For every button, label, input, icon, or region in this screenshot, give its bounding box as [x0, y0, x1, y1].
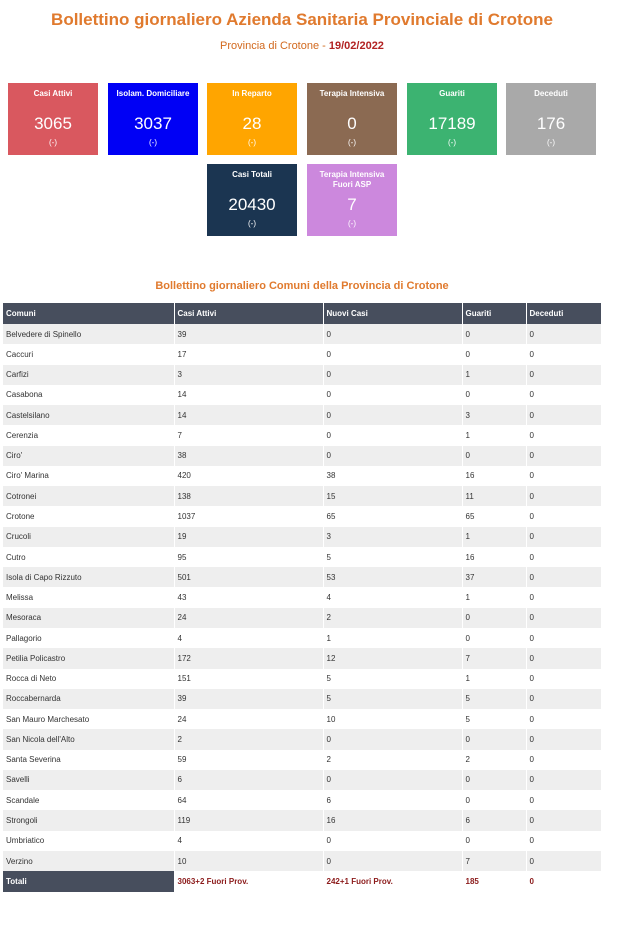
table-row — [3, 486, 601, 506]
cell-casi-attivi: 172 — [174, 648, 323, 668]
cell-comune: Roccabernarda — [3, 689, 174, 709]
comuni-section-title: Bollettino giornaliero Comuni della Provincia di Crotone — [155, 280, 449, 292]
cell-casi-attivi: 24 — [174, 709, 323, 729]
card-label: Terapia Intensiva — [319, 89, 385, 98]
cell-deceduti: 0 — [526, 831, 601, 851]
cell-guariti: 0 — [462, 324, 526, 344]
bulletin-date: 19/02/2022 — [328, 40, 384, 52]
cell-casi-attivi: 4 — [174, 628, 323, 648]
cell-comune: Cotronei — [3, 486, 174, 506]
table-row — [3, 770, 601, 790]
card-deceduti — [506, 83, 596, 155]
cell-comune: Scandale — [3, 790, 174, 810]
cell-casi-attivi: 24 — [174, 608, 323, 628]
column-header-casi-attivi: Casi Attivi — [174, 303, 323, 324]
card-value: 7 — [347, 195, 357, 214]
cell-comune: Savelli — [3, 770, 174, 790]
cell-deceduti: 0 — [526, 669, 601, 689]
card-casi-attivi — [8, 83, 98, 155]
cell-guariti: 7 — [462, 648, 526, 668]
card-change: (-) — [49, 138, 57, 147]
card-change: (-) — [547, 138, 555, 147]
comuni-table — [3, 303, 601, 892]
cell-nuovi-casi: 10 — [323, 709, 462, 729]
cell-guariti: 0 — [462, 344, 526, 364]
cell-casi-attivi: 38 — [174, 446, 323, 466]
card-label: In Reparto — [232, 89, 272, 98]
cell-nuovi-casi: 5 — [323, 689, 462, 709]
cell-nuovi-casi: 38 — [323, 466, 462, 486]
page-title: Bollettino giornaliero Azienda Sanitaria Provinciale di Crotone — [51, 10, 553, 29]
cell-deceduti: 0 — [526, 567, 601, 587]
cell-comune: Umbriatico — [3, 831, 174, 851]
table-row — [3, 750, 601, 770]
cell-guariti: 1 — [462, 527, 526, 547]
table-row — [3, 831, 601, 851]
cell-guariti: 6 — [462, 810, 526, 830]
table-row — [3, 709, 601, 729]
cell-deceduti: 0 — [526, 425, 601, 445]
cell-nuovi-casi: 0 — [323, 405, 462, 425]
cell-nuovi-casi: 16 — [323, 810, 462, 830]
cell-comune: Strongoli — [3, 810, 174, 830]
table-row — [3, 527, 601, 547]
cell-casi-attivi: 501 — [174, 567, 323, 587]
cell-nuovi-casi: 0 — [323, 851, 462, 871]
cell-deceduti: 0 — [526, 689, 601, 709]
card-label: Casi Attivi — [33, 89, 73, 98]
cell-comune: Belvedere di Spinello — [3, 324, 174, 344]
cell-guariti: 1 — [462, 587, 526, 607]
cell-casi-attivi: 64 — [174, 790, 323, 810]
table-header-row — [3, 303, 601, 324]
cell-comune: Cutro — [3, 547, 174, 567]
table-row — [3, 506, 601, 526]
cell-casi-attivi: 3 — [174, 365, 323, 385]
card-change: (-) — [149, 138, 157, 147]
cell-casi-attivi: 4 — [174, 831, 323, 851]
cell-comune: Crucoli — [3, 527, 174, 547]
table-row — [3, 446, 601, 466]
cell-casi-attivi: 1037 — [174, 506, 323, 526]
totals-label: Totali — [3, 871, 174, 892]
card-label: Isolam. Domiciliare — [116, 89, 190, 98]
cell-guariti: 0 — [462, 608, 526, 628]
cell-comune: Cerenzia — [3, 425, 174, 445]
cell-nuovi-casi: 2 — [323, 608, 462, 628]
cell-deceduti: 0 — [526, 527, 601, 547]
cell-deceduti: 0 — [526, 344, 601, 364]
cell-deceduti: 0 — [526, 385, 601, 405]
cell-deceduti: 0 — [526, 810, 601, 830]
cell-nuovi-casi: 0 — [323, 446, 462, 466]
column-header-deceduti: Deceduti — [526, 303, 601, 324]
cell-deceduti: 0 — [526, 608, 601, 628]
cell-nuovi-casi: 65 — [323, 506, 462, 526]
cell-comune: Rocca di Neto — [3, 669, 174, 689]
cell-casi-attivi: 138 — [174, 486, 323, 506]
cell-comune: Carfizi — [3, 365, 174, 385]
cell-nuovi-casi: 53 — [323, 567, 462, 587]
cell-comune: Verzino — [3, 851, 174, 871]
card-value: 3065 — [34, 114, 72, 133]
cell-nuovi-casi: 0 — [323, 344, 462, 364]
cell-guariti: 0 — [462, 831, 526, 851]
cell-guariti: 2 — [462, 750, 526, 770]
cell-guariti: 5 — [462, 709, 526, 729]
table-row — [3, 790, 601, 810]
cell-casi-attivi: 420 — [174, 466, 323, 486]
table-row — [3, 405, 601, 425]
card-label: Deceduti — [534, 89, 568, 98]
cell-deceduti: 0 — [526, 365, 601, 385]
totals-casi-attivi: 3063+2 Fuori Prov. — [174, 871, 323, 892]
cell-guariti: 5 — [462, 689, 526, 709]
table-row — [3, 608, 601, 628]
table-row — [3, 324, 601, 344]
card-change: (-) — [348, 219, 356, 228]
card-label: Terapia Intensiva Fuori ASP — [319, 170, 385, 189]
card-guariti — [407, 83, 497, 155]
cell-nuovi-casi: 0 — [323, 324, 462, 344]
cell-guariti: 1 — [462, 365, 526, 385]
cell-deceduti: 0 — [526, 587, 601, 607]
cell-casi-attivi: 151 — [174, 669, 323, 689]
card-label: Casi Totali — [232, 170, 272, 179]
cell-nuovi-casi: 5 — [323, 547, 462, 567]
cell-guariti: 0 — [462, 628, 526, 648]
cell-guariti: 11 — [462, 486, 526, 506]
cell-comune: Caccuri — [3, 344, 174, 364]
cell-deceduti: 0 — [526, 851, 601, 871]
cell-casi-attivi: 2 — [174, 729, 323, 749]
cell-guariti: 7 — [462, 851, 526, 871]
cell-guariti: 0 — [462, 790, 526, 810]
cell-deceduti: 0 — [526, 506, 601, 526]
cell-deceduti: 0 — [526, 770, 601, 790]
cell-comune: Crotone — [3, 506, 174, 526]
table-row — [3, 344, 601, 364]
cell-deceduti: 0 — [526, 547, 601, 567]
cell-nuovi-casi: 1 — [323, 628, 462, 648]
cell-comune: Santa Severina — [3, 750, 174, 770]
table-row — [3, 385, 601, 405]
cell-guariti: 16 — [462, 466, 526, 486]
cell-casi-attivi: 39 — [174, 324, 323, 344]
cell-comune: Pallagorio — [3, 628, 174, 648]
cell-comune: Isola di Capo Rizzuto — [3, 567, 174, 587]
cell-casi-attivi: 14 — [174, 385, 323, 405]
card-value: 20430 — [228, 195, 276, 214]
cell-comune: Mesoraca — [3, 608, 174, 628]
table-row — [3, 689, 601, 709]
cell-deceduti: 0 — [526, 709, 601, 729]
cell-deceduti: 0 — [526, 750, 601, 770]
column-header-comuni: Comuni — [3, 303, 174, 324]
cell-casi-attivi: 19 — [174, 527, 323, 547]
cell-guariti: 37 — [462, 567, 526, 587]
cell-guariti: 16 — [462, 547, 526, 567]
column-header-guariti: Guariti — [462, 303, 526, 324]
table-row — [3, 628, 601, 648]
card-value: 0 — [347, 114, 357, 133]
cell-comune: Petilia Policastro — [3, 648, 174, 668]
cell-nuovi-casi: 4 — [323, 587, 462, 607]
cell-nuovi-casi: 0 — [323, 770, 462, 790]
cell-comune: Casabona — [3, 385, 174, 405]
province-date-line — [0, 40, 604, 52]
cell-deceduti: 0 — [526, 446, 601, 466]
cell-nuovi-casi: 15 — [323, 486, 462, 506]
cell-nuovi-casi: 0 — [323, 365, 462, 385]
totals-nuovi-casi: 242+1 Fuori Prov. — [323, 871, 462, 892]
card-change: (-) — [348, 138, 356, 147]
cell-casi-attivi: 17 — [174, 344, 323, 364]
card-label: Guariti — [439, 89, 465, 98]
column-header-nuovi-casi: Nuovi Casi — [323, 303, 462, 324]
card-change: (-) — [448, 138, 456, 147]
cell-casi-attivi: 10 — [174, 851, 323, 871]
cell-casi-attivi: 39 — [174, 689, 323, 709]
cell-comune: Castelsilano — [3, 405, 174, 425]
cell-guariti: 65 — [462, 506, 526, 526]
card-terapia-intensiva — [307, 83, 397, 155]
table-row — [3, 365, 601, 385]
cell-nuovi-casi: 2 — [323, 750, 462, 770]
cell-deceduti: 0 — [526, 790, 601, 810]
cell-guariti: 0 — [462, 770, 526, 790]
card-value: 17189 — [428, 114, 476, 133]
cell-deceduti: 0 — [526, 324, 601, 344]
table-row — [3, 648, 601, 668]
table-row — [3, 567, 601, 587]
cell-guariti: 0 — [462, 385, 526, 405]
cell-guariti: 3 — [462, 405, 526, 425]
card-change: (-) — [248, 219, 256, 228]
cell-casi-attivi: 119 — [174, 810, 323, 830]
card-isolam-domiciliare — [108, 83, 198, 155]
card-terapia-intensiva-fuori-asp — [307, 164, 397, 236]
cell-comune: Melissa — [3, 587, 174, 607]
cell-casi-attivi: 6 — [174, 770, 323, 790]
table-row — [3, 547, 601, 567]
cell-deceduti: 0 — [526, 405, 601, 425]
cell-comune: San Nicola dell'Alto — [3, 729, 174, 749]
cell-comune: Ciro' Marina — [3, 466, 174, 486]
table-row — [3, 466, 601, 486]
totals-guariti: 185 — [462, 871, 526, 892]
table-row — [3, 851, 601, 871]
cell-nuovi-casi: 6 — [323, 790, 462, 810]
cell-nuovi-casi: 3 — [323, 527, 462, 547]
cell-nuovi-casi: 0 — [323, 385, 462, 405]
cell-deceduti: 0 — [526, 729, 601, 749]
table-row — [3, 587, 601, 607]
card-value: 28 — [242, 114, 262, 133]
cell-deceduti: 0 — [526, 628, 601, 648]
cell-nuovi-casi: 0 — [323, 729, 462, 749]
cell-guariti: 1 — [462, 669, 526, 689]
cell-deceduti: 0 — [526, 648, 601, 668]
table-row — [3, 810, 601, 830]
card-in-reparto — [207, 83, 297, 155]
table-row — [3, 425, 601, 445]
table-row — [3, 729, 601, 749]
cell-casi-attivi: 7 — [174, 425, 323, 445]
cell-deceduti: 0 — [526, 486, 601, 506]
card-casi-totali — [207, 164, 297, 236]
cell-casi-attivi: 43 — [174, 587, 323, 607]
card-change: (-) — [248, 138, 256, 147]
totals-row — [3, 871, 601, 892]
province-label: Provincia di Crotone - — [220, 40, 329, 52]
cell-nuovi-casi: 5 — [323, 669, 462, 689]
cell-comune: Ciro' — [3, 446, 174, 466]
card-value: 3037 — [134, 114, 172, 133]
cell-casi-attivi: 14 — [174, 405, 323, 425]
cell-nuovi-casi: 0 — [323, 831, 462, 851]
cell-comune: San Mauro Marchesato — [3, 709, 174, 729]
cell-guariti: 0 — [462, 446, 526, 466]
cell-casi-attivi: 95 — [174, 547, 323, 567]
cell-guariti: 0 — [462, 729, 526, 749]
totals-deceduti: 0 — [526, 871, 601, 892]
table-row — [3, 669, 601, 689]
cell-nuovi-casi: 12 — [323, 648, 462, 668]
cell-deceduti: 0 — [526, 466, 601, 486]
cell-casi-attivi: 59 — [174, 750, 323, 770]
card-value: 176 — [536, 114, 566, 133]
cell-nuovi-casi: 0 — [323, 425, 462, 445]
cell-guariti: 1 — [462, 425, 526, 445]
